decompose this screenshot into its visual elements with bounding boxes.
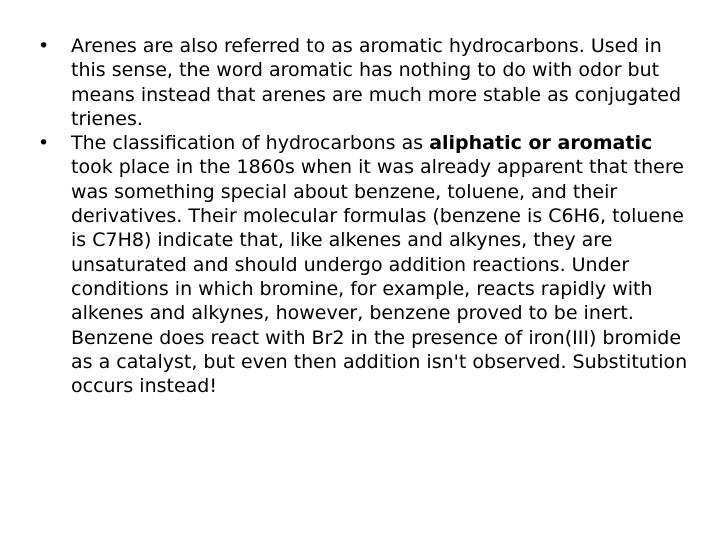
bullet-item-classification-history — [38, 131, 688, 398]
bullet-point-icon: • — [38, 35, 50, 57]
bullet-text: Arenes are also referred to as aromatic hydrocarbons. Used in this sense, the word aromatic has nothing to do with odor but means instead that arenes are much more stable as conjugated trienes. — [71, 35, 682, 130]
bullet-point-icon: • — [38, 132, 50, 155]
bullet-list — [38, 34, 688, 398]
bullet-text-before: The classification of hydrocarbons as — [71, 132, 430, 155]
bullet-text-after: took place in the 1860s when it was already apparent that there was something special about benzene, toluene, and their derivatives. Their molecular formulas (benzene is C6H6, toluene is C7H8) indicate that, like alkenes and alkynes, they are unsaturated and should undergo addition reactions. Under conditions in which bromine, for example, reacts rapidly with alkenes and alkynes, however, benzene proved to be inert. Benzene does react with Br2 in the presence of iron(III) bromide as a catalyst, but even then addition isn't observed. Substitution occurs instead! — [71, 156, 688, 398]
bullet-bold-term: aliphatic or aromatic — [429, 132, 653, 155]
bullet-item-aromatic-definition — [38, 34, 688, 131]
